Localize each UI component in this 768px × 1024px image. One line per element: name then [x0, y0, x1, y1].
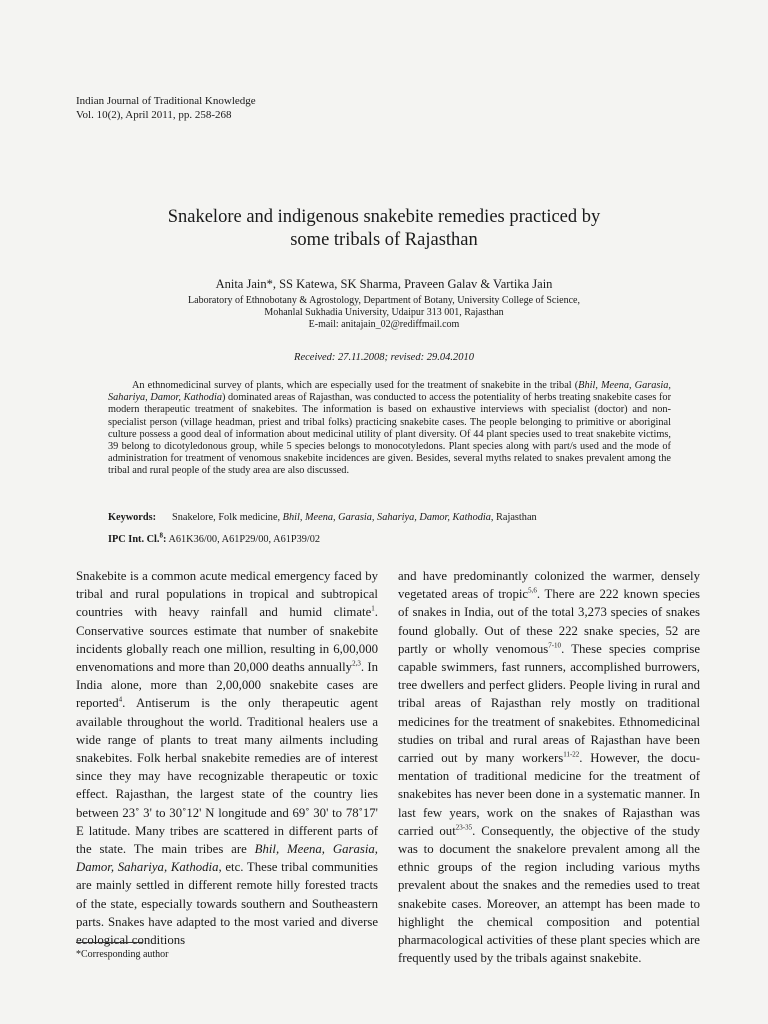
keywords-label: Keywords — [108, 512, 153, 523]
keywords — [108, 511, 688, 524]
abstract-text-2: ) dominated areas of Rajasthan, was conducted to access the potentiality of herbs treating snakebite cases for modern therapeutic treatment of snakebites. The information is based on exhaustive interviews with specialist (doctor) and non-specialist person (village headman, priest and tribal folks) practicing snakebite cases. The people belonging to primitive or aboriginal culture possess a good deal of information about medicinal utility of plant diversity. Of 44 plant species used to treat snakebite victims, 39 belong to dicotyledonous group, while 5 species belongs to monocotyledons. Plant species along with part/s used and the mode of administration for treatment of venomous snakebite incidences are given. Besides, several myths related to snakes prevalent among the tribal and rural people of the study area are also discussed. — [108, 392, 671, 477]
received-dates: Received: 27.11.2008; revised: 29.04.2010 — [294, 352, 474, 363]
ipc-colon: : — [163, 534, 167, 545]
title-line-2: some tribals of Rajasthan — [290, 230, 478, 250]
keywords-colon: : — [152, 512, 157, 523]
citation-ref: 11-22 — [563, 750, 580, 759]
body-text: , etc. These tribal communities are mainly settled in different remote hilly forested tracts of the state, especially towards southern and Southeastern parts. Snakes have adapted to the most varied and diverse ecological conditions — [76, 860, 378, 948]
citation-ref: 7-10 — [548, 641, 562, 650]
ipc-codes: A61K36/00, A61P29/00, A61P39/02 — [166, 534, 321, 545]
affiliation-line-2: Mohanlal Sukhadia University, Udaipur 313 001, Rajasthan — [264, 307, 504, 319]
abstract-tribes: Bhil, Meena, Garasia, Sahariya, Damor, Kathodia — [108, 380, 671, 404]
body-text: . These species comprise capable swimmers, fast runners, accomplished burrowers, tree dwellers and perfect gliders. People living in rural and tribal areas of Rajasthan rely mostly on traditional medicines for the treatment of snakebites. Ethnomedicinal studies on tribal and rural areas of Rajasthan have been carried out by many workers — [398, 641, 700, 766]
paper-title — [76, 206, 692, 252]
contact-email: E-mail: anitajain_02@rediffmail.com — [308, 319, 460, 331]
body-text: Snakebite is a common acute medical emergency faced by tribal and rural populations in tropical and subtropical countries with heavy rainfall and humid climate — [76, 569, 378, 620]
affiliation — [76, 295, 692, 332]
tribe-names: Bhil, Meena, Garasia, Damor, Sahariya, Kathodia — [76, 842, 378, 875]
citation-ref: 1 — [371, 605, 375, 614]
ipc-edition: 8 — [159, 531, 163, 540]
body-text: . Conservative sources estimate that number of snakebite incidents globally reach one million, resulting in 6,00,000 envenomations and more than 20,000 deaths annually — [76, 605, 378, 675]
body-text: . However, the docu-mentation of traditional medicine for the treatment of snakebites has never been done in a systematic manner. In last few years, work on the snakes of Rajasthan was carried out — [398, 751, 700, 838]
body-column-right — [398, 567, 700, 967]
body-text: . In India alone, more than 2,00,000 snakebite cases are reported — [76, 660, 378, 711]
intro-paragraph-right — [398, 567, 700, 967]
keywords-italic: Bhil, Meena, Garasia, Sahariya, Damor, Kathodia — [282, 512, 491, 523]
body-text: . Antiserum is the only therapeutic agent available throughout the world. Traditional healers use a wide range of plants to treat many ailments including snakebites. Folk herbal snakebite remedies are of interest since they may have recognizable therapeutic or toxic effect. Rajasthan, the largest state of the country lies between 23˚ 3' to 30˚12' N longitude and 69˚ 30' to 78˚17' E latitude. Many tribes are scattered in different parts of the state. The main tribes are — [76, 696, 378, 857]
affiliation-line-1: Laboratory of Ethnobotany & Agrostology, Department of Botany, University College of Science, — [188, 295, 580, 306]
ipc-label: IPC Int. Cl. — [108, 534, 160, 545]
intro-paragraph-left — [76, 567, 378, 949]
keywords-tail: , Rajasthan — [490, 512, 537, 523]
journal-volume: Vol. 10(2), April 2011, pp. 258-268 — [76, 109, 232, 121]
title-line-1: Snakelore and indigenous snakebite remedies practiced by — [167, 207, 601, 227]
body-text: . There are 222 known species of snakes in India, out of the total 3,273 species of snakes found globally. Out of these 222 snake species, 52 are partly or wholly venomous — [398, 587, 700, 656]
author-list: Anita Jain*, SS Katewa, SK Sharma, Praveen Galav & Vartika Jain — [215, 277, 553, 291]
citation-ref: 4 — [118, 696, 123, 705]
journal-header — [76, 94, 256, 122]
body-text: and have predominantly colonized the warmer, densely vegetated areas of tropic — [398, 569, 700, 602]
footnote-divider — [76, 942, 142, 943]
keywords-plain: Snakelore, Folk medicine, — [172, 512, 283, 523]
journal-name: Indian Journal of Traditional Knowledge — [76, 95, 256, 107]
citation-ref: 23-35 — [455, 823, 473, 832]
citation-ref: 2,3 — [352, 659, 361, 668]
citation-ref: 5,6 — [528, 586, 537, 595]
body-column-left — [76, 567, 378, 949]
abstract — [108, 380, 671, 478]
ipc-classification — [108, 533, 320, 546]
abstract-text-1: An ethnomedicinal survey of plants, which are especially used for the treatment of snakebite in the tribal ( — [132, 380, 579, 391]
footnote: *Corresponding author — [76, 949, 169, 960]
body-text: . Consequently, the objective of the study was to document the snakelore prevalent among all the ethnic groups of the region including various myths prevalent about the snakes and the remedies used to treat snakebite cases. Moreover, an attempt has been made to highlight the chemical composition and potential pharmacological activities of these plant species which are frequently used by the tribals against snakebite. — [398, 823, 700, 966]
